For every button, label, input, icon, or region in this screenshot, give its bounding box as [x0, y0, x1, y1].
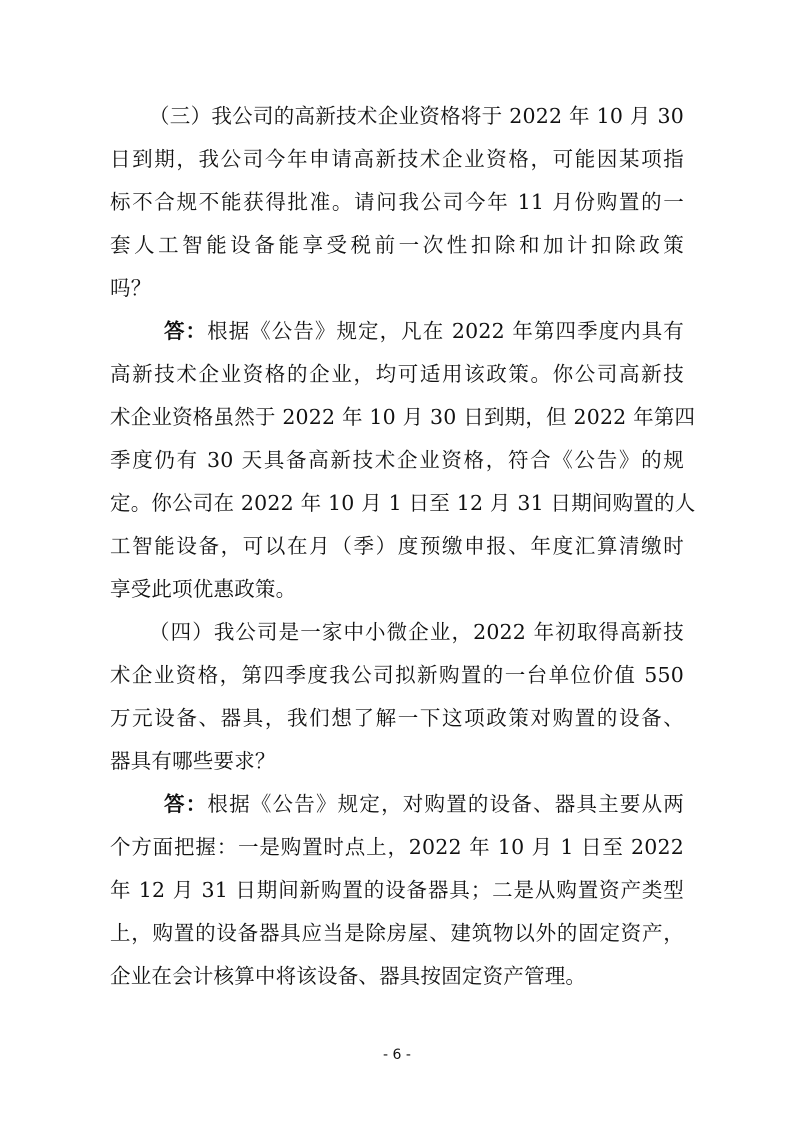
- q4-line-2: 术企业资格，第四季度我公司拟新购置的一台单位价值 550: [110, 663, 684, 687]
- a3-line-4: 季度仍有 30 天具备高新技术企业资格，符合《公告》的规: [110, 448, 684, 472]
- a4-first-line: [164, 789, 684, 819]
- a3-line-5: 定。你公司在 2022 年 10 月 1 日至 12 月 31 日期间购置的人: [110, 491, 696, 515]
- a3-line-2: 高新技术企业资格的企业，均可适用该政策。你公司高新技: [110, 362, 684, 386]
- a3-line-6: 工智能设备，可以在月（季）度预缴申报、年度汇算清缴时: [110, 534, 684, 558]
- a4-line-3: 年 12 月 31 日期间新购置的设备器具；二是从购置资产类型: [110, 878, 684, 902]
- a3-line-1-text: 根据《公告》规定，凡在 2022 年第四季度内具有: [207, 319, 685, 343]
- q3-line-5: 吗？: [110, 276, 152, 300]
- q3-line-2: 日到期，我公司今年申请高新技术企业资格，可能因某项指: [110, 147, 684, 171]
- q4-line-1: （四）我公司是一家中小微企业，2022 年初取得高新技: [149, 620, 684, 644]
- q3-line-3: 标不合规不能获得批准。请问我公司今年 11 月份购置的一: [110, 190, 684, 214]
- answer-label: 答：: [164, 792, 208, 816]
- a3-first-line: [164, 316, 684, 346]
- a4-line-1-text: 根据《公告》规定，对购置的设备、器具主要从两: [207, 792, 684, 816]
- q3-line-4: 套人工智能设备能享受税前一次性扣除和加计扣除政策: [110, 233, 684, 257]
- q3-line-1: （三）我公司的高新技术企业资格将于 2022 年 10 月 30: [149, 104, 684, 128]
- q4-line-3: 万元设备、器具，我们想了解一下这项政策对购置的设备、: [110, 706, 684, 730]
- a4-line-2: 个方面把握：一是购置时点上，2022 年 10 月 1 日至 2022: [110, 835, 684, 859]
- a4-line-5: 企业在会计核算中将该设备、器具按固定资产管理。: [110, 964, 587, 988]
- a3-line-7: 享受此项优惠政策。: [110, 577, 297, 601]
- page-number: - 6 -: [383, 1047, 411, 1063]
- a4-line-4: 上，购置的设备器具应当是除房屋、建筑物以外的固定资产，: [110, 921, 684, 945]
- answer-label: 答：: [164, 319, 208, 343]
- a3-line-3: 术企业资格虽然于 2022 年 10 月 30 日到期，但 2022 年第四: [110, 405, 696, 429]
- q4-line-4: 器具有哪些要求？: [110, 749, 276, 773]
